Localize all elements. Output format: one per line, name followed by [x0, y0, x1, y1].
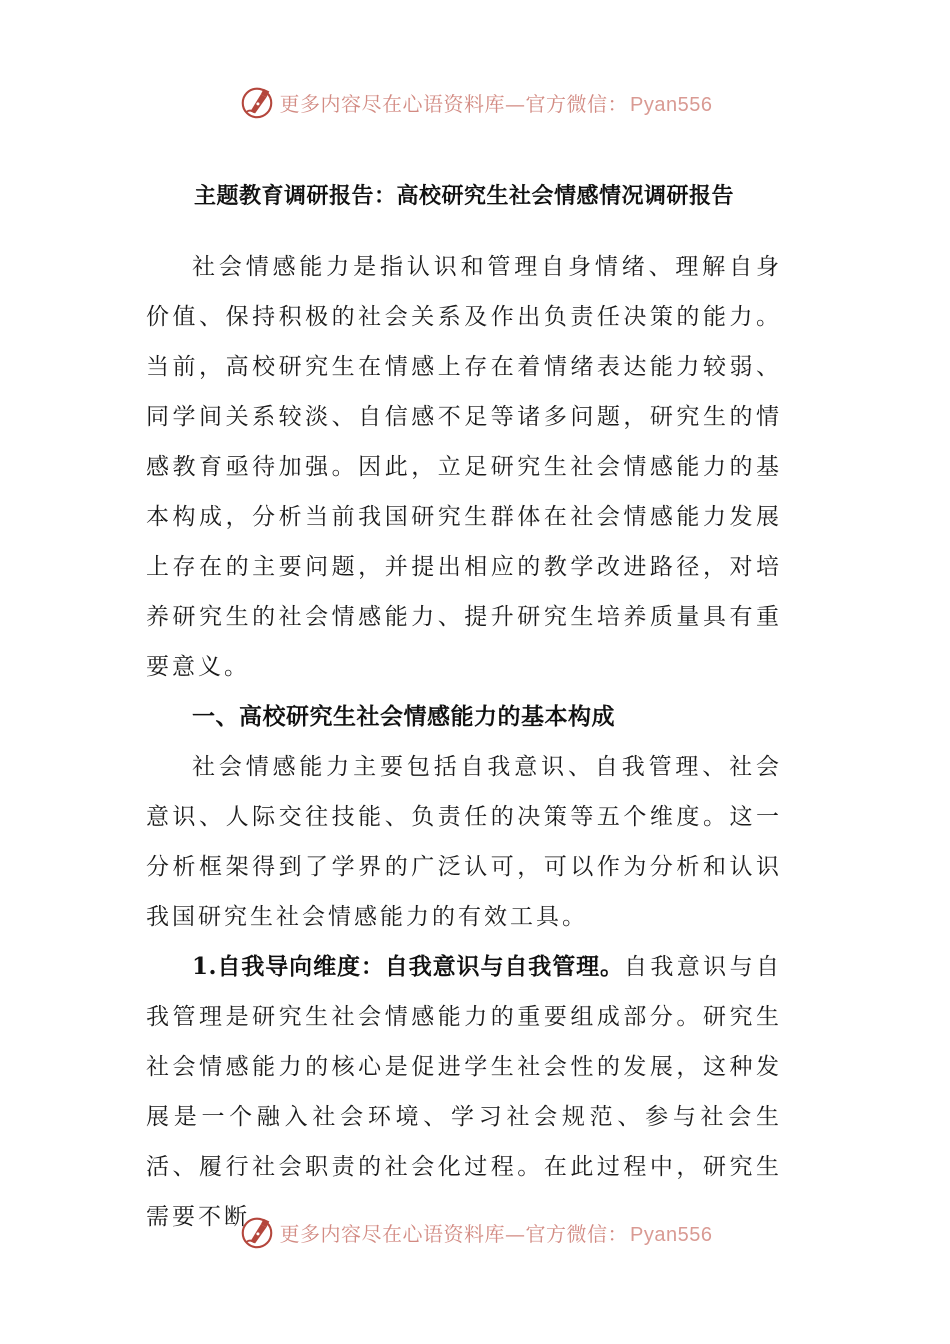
pen-nib-icon [238, 1213, 276, 1251]
section-heading: 一、高校研究生社会情感能力的基本构成 [192, 703, 615, 730]
header-wechat-id: Pyan556 [630, 93, 713, 116]
document-title: 主题教育调研报告：高校研究生社会情感情况调研报告 [193, 183, 734, 209]
footer-banner [0, 1210, 950, 1254]
subsection-heading: 1.自我导向维度：自我意识与自我管理。 [192, 953, 624, 980]
header-banner-text: 更多内容尽在心语资料库—官方微信： Pyan556 [279, 91, 713, 116]
section-paragraph: 社会情感能力主要包括自我意识、自我管理、社会意识、人际交往技能、负责任的决策等五个维度。这一分析框架得到了学界的广泛认可，可以作为分析和认识我国研究生社会情感能力的有效工具。 [146, 754, 782, 930]
document-body [146, 172, 782, 1242]
footer-banner-text: 更多内容尽在心语资料库—官方微信： Pyan556 [279, 1221, 713, 1246]
pen-nib-icon [238, 83, 276, 121]
subsection-text: 自我意识与自我管理是研究生社会情感能力的重要组成部分。研究生社会情感能力的核心是促进学生社会性的发展，这种发展是一个融入社会环境、学习社会规范、参与社会生活、履行社会职责的社会化过程。在此过程中，研究生需要不断 [146, 954, 782, 1230]
subsection-paragraph [146, 942, 782, 1242]
intro-paragraph: 社会情感能力是指认识和管理自身情绪、理解自身价值、保持积极的社会关系及作出负责任决策的能力。当前，高校研究生在情感上存在着情绪表达能力较弱、同学间关系较淡、自信感不足等诸多问题，研究生的情感教育亟待加强。因此，立足研究生社会情感能力的基本构成，分析当前我国研究生群体在社会情感能力发展上存在的主要问题，并提出相应的教学改进路径，对培养研究生的社会情感能力、提升研究生培养质量具有重要意义。 [146, 254, 782, 680]
footer-wechat-id: Pyan556 [630, 1223, 713, 1246]
header-banner [0, 80, 950, 124]
